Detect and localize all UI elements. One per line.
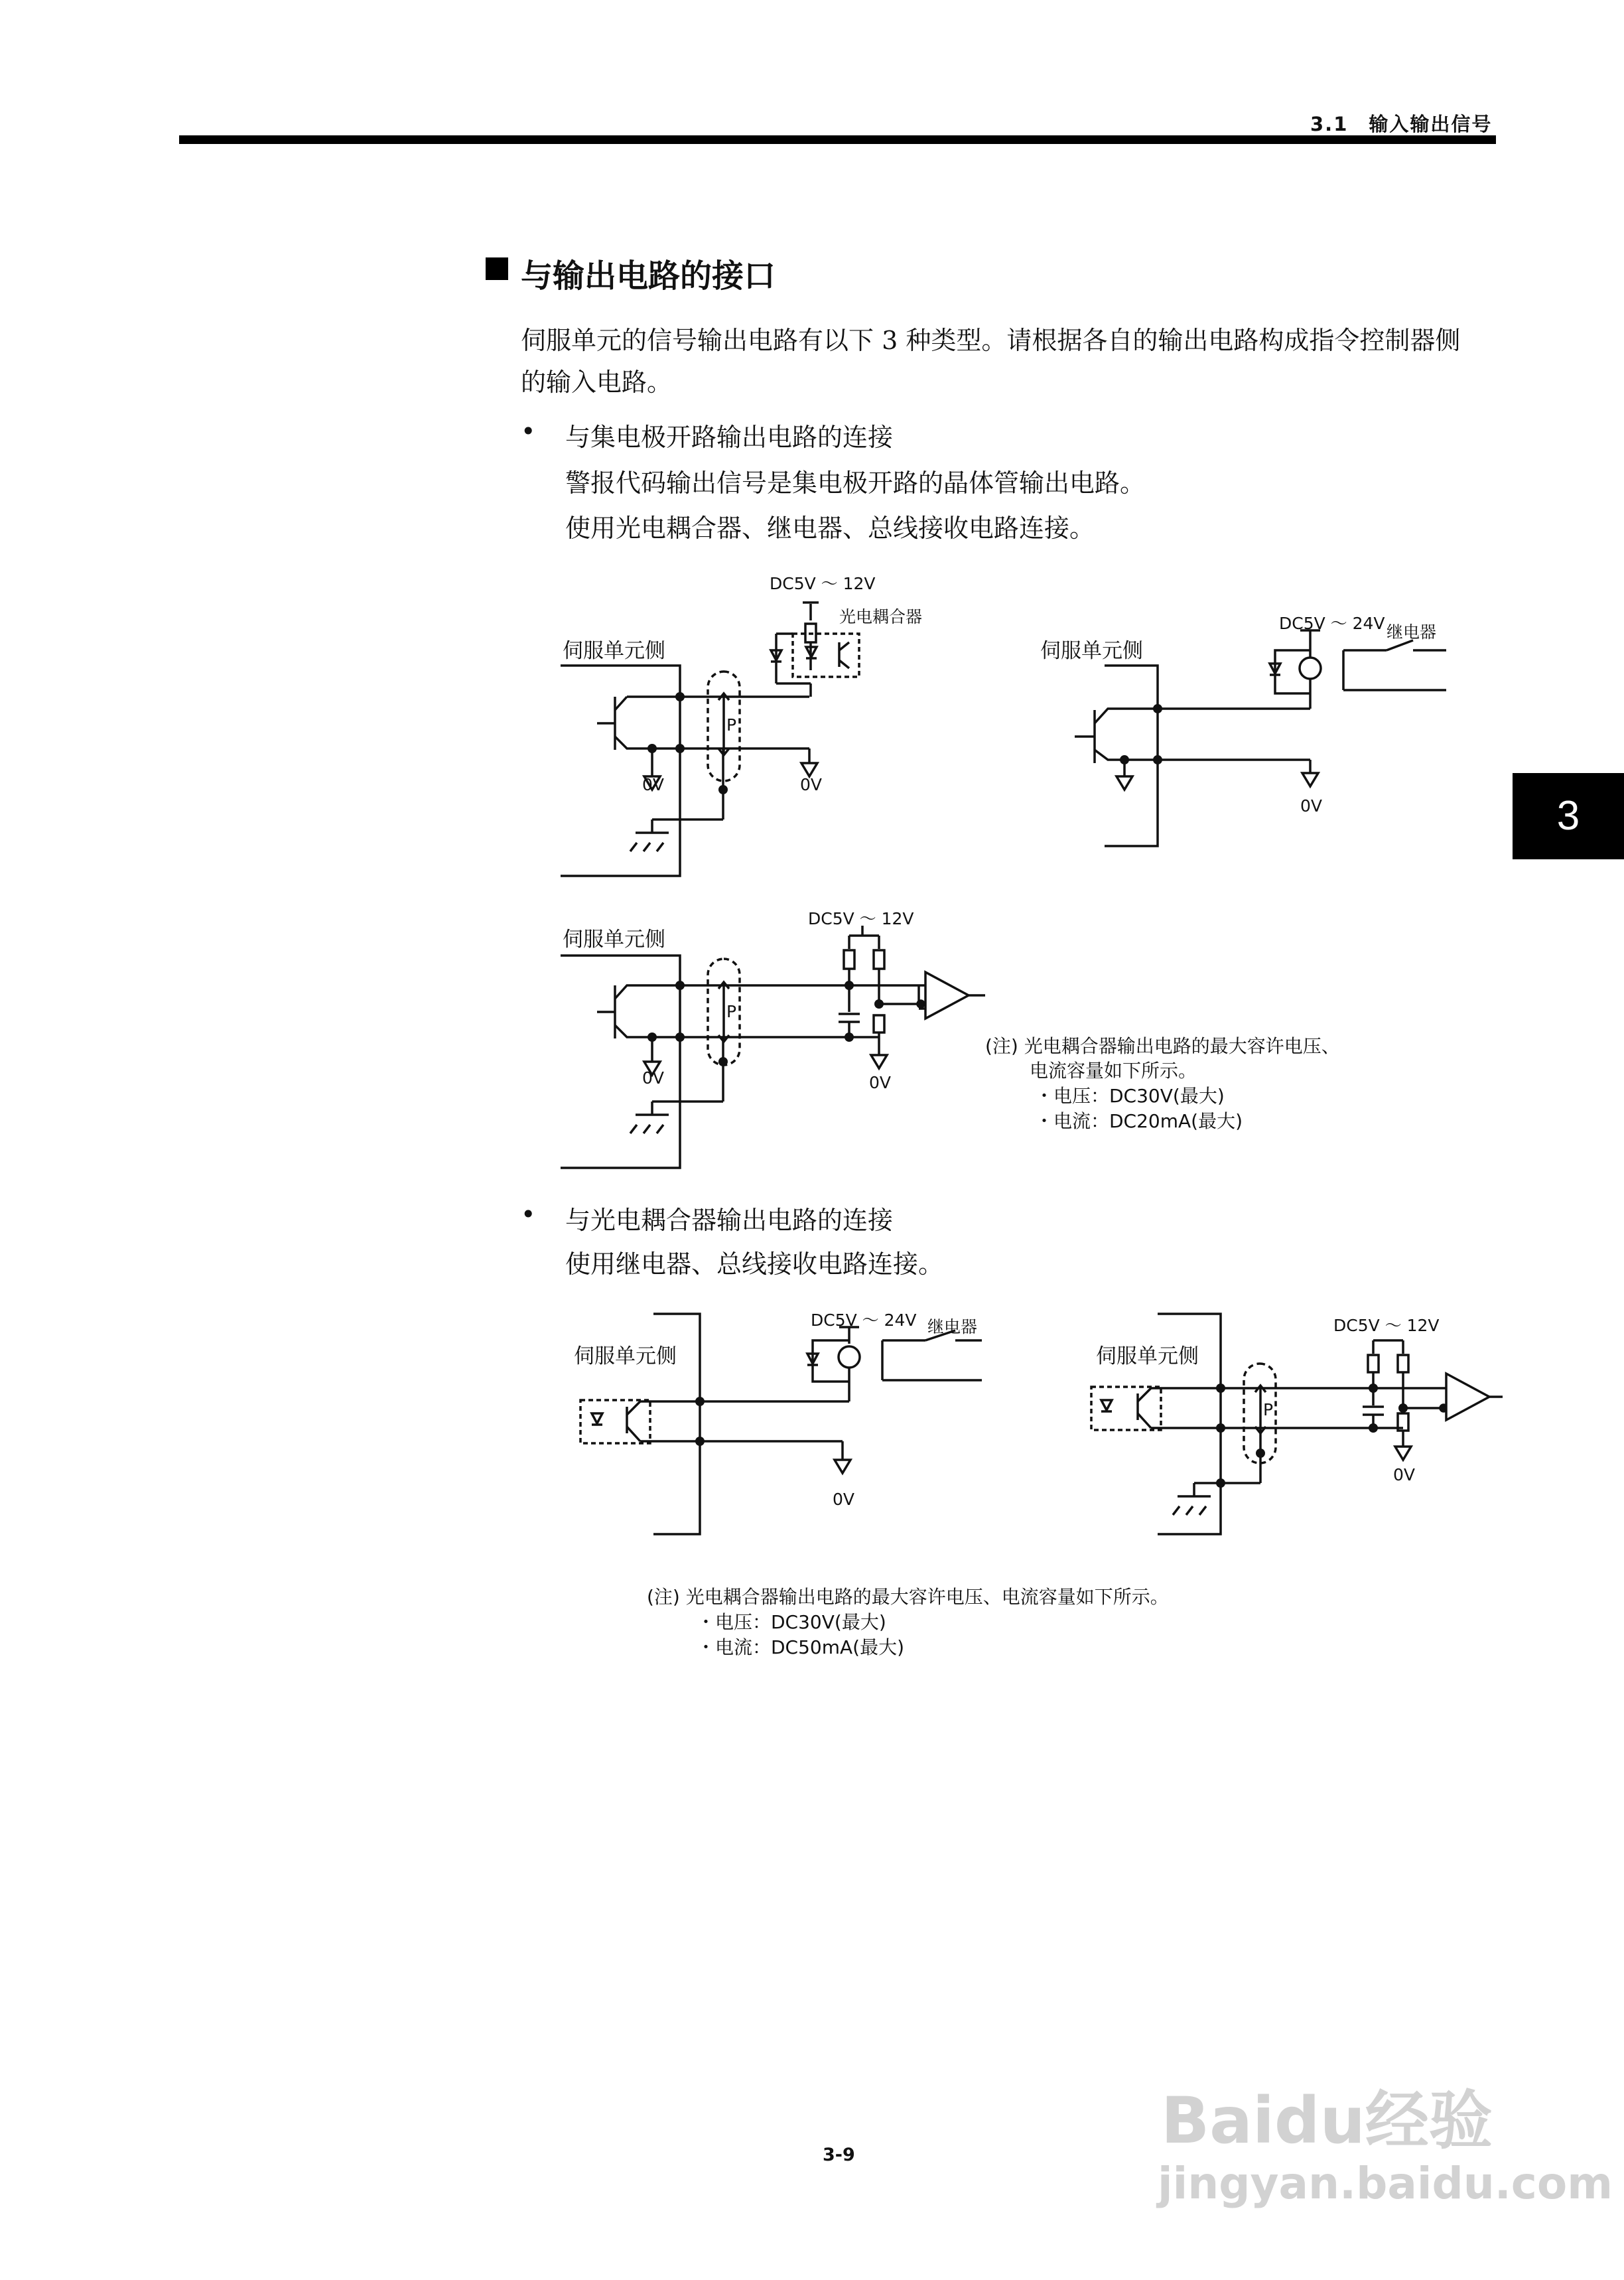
- zero-v-label: 0V: [833, 1490, 855, 1509]
- bullet-dot: •: [521, 417, 536, 446]
- zero-v-label: 0V: [869, 1073, 892, 1092]
- intro-line-1: 伺服单元的信号输出电路有以下 3 种类型。请根据各自的输出电路构成指令控制器侧: [521, 326, 1461, 355]
- note1-line-2: 电流容量如下所示。: [1030, 1060, 1197, 1082]
- servo-side-label-a: 伺服单元侧: [563, 639, 665, 663]
- note1-line-3: ・电压：DC30V(最大): [1035, 1085, 1225, 1107]
- supply-label-c: DC5V ～ 12V: [808, 909, 914, 928]
- intro-line-2: 的输入电路。: [521, 368, 673, 397]
- page-number: 3-9: [823, 2145, 855, 2165]
- baidu-watermark-url: jingyan.baidu.com: [1158, 2158, 1613, 2209]
- relay-label-b: 继电器: [1387, 622, 1437, 642]
- bullet1-desc-2: 使用光电耦合器、继电器、总线接收电路连接。: [565, 514, 1095, 543]
- note1-line-4: ・电流：DC20mA(最大): [1035, 1110, 1243, 1132]
- optocoupler-label-a: 光电耦合器: [839, 607, 923, 626]
- diagram-open-collector-line-receiver: [561, 926, 985, 1168]
- servo-side-label-c: 伺服单元侧: [563, 928, 665, 952]
- baidu-watermark-logo: Baidu经验: [1161, 2084, 1493, 2158]
- supply-label-e: DC5V ～ 12V: [1333, 1316, 1440, 1335]
- zero-v-label: 0V: [642, 775, 665, 794]
- zero-v-label: 0V: [800, 775, 823, 794]
- p-label-e: P: [1263, 1400, 1274, 1419]
- running-header: 3.1 输入输出信号: [1310, 113, 1493, 135]
- bullet2-desc-1: 使用继电器、总线接收电路连接。: [565, 1249, 944, 1279]
- supply-label-b: DC5V ～ 24V: [1279, 614, 1385, 633]
- servo-side-label-b: 伺服单元侧: [1040, 639, 1143, 663]
- section-title: 与输出电路的接口: [521, 257, 776, 295]
- supply-label-d: DC5V ～ 24V: [811, 1311, 917, 1330]
- chapter-tab: 3: [1513, 773, 1624, 859]
- bullet1-desc-1: 警报代码输出信号是集电极开路的晶体管输出电路。: [565, 468, 1146, 498]
- p-label-c: P: [726, 1002, 737, 1021]
- p-label-a: P: [726, 715, 737, 735]
- zero-v-label: 0V: [1300, 796, 1323, 816]
- relay-label-d: 继电器: [927, 1317, 978, 1336]
- zero-v-label: 0V: [642, 1068, 665, 1088]
- bullet-dot: •: [521, 1200, 536, 1229]
- note2-line-3: ・电流：DC50mA(最大): [697, 1636, 905, 1658]
- note2-line-1: (注) 光电耦合器输出电路的最大容许电压、电流容量如下所示。: [647, 1586, 1169, 1608]
- note2-line-2: ・电压：DC30V(最大): [697, 1611, 886, 1633]
- note1-line-1: (注) 光电耦合器输出电路的最大容许电压、: [985, 1035, 1340, 1057]
- bullet2-title: 与光电耦合器输出电路的连接: [565, 1206, 894, 1235]
- bullet1-title: 与集电极开路输出电路的连接: [565, 423, 894, 452]
- supply-label-a: DC5V ～ 12V: [770, 574, 876, 593]
- servo-side-label-e: 伺服单元侧: [1096, 1344, 1199, 1368]
- zero-v-label: 0V: [1393, 1465, 1416, 1484]
- servo-side-label-d: 伺服单元侧: [574, 1344, 677, 1368]
